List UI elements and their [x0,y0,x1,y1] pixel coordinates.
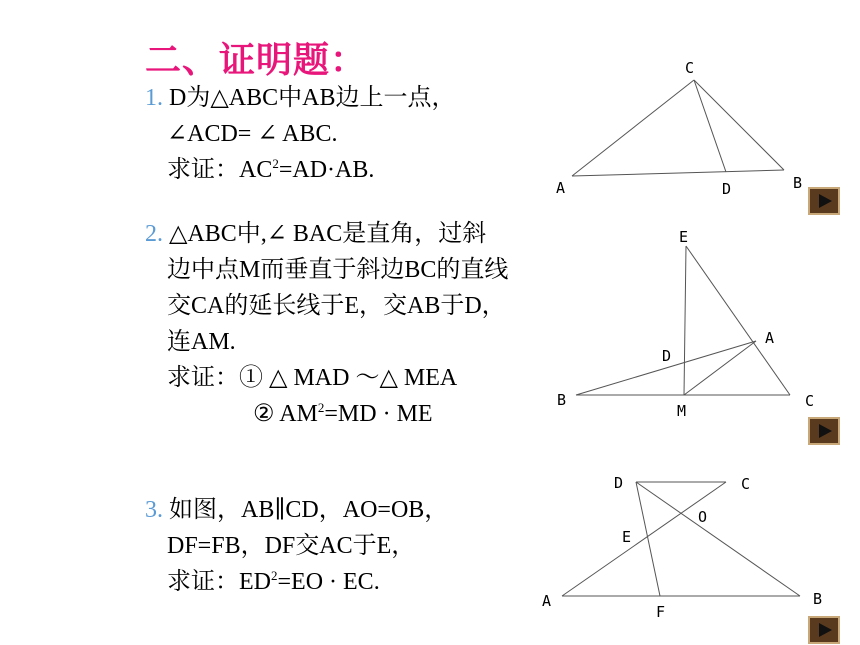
fig3-label-c: C [741,475,751,493]
fig1-label-c: C [685,59,695,77]
problem-text: △ABC中,∠ BAC是直角，过斜 [169,221,487,247]
fig3-label-f: F [656,603,666,621]
problem-number: 1. [145,85,163,111]
problem-text: 边中点M而垂直于斜边BC的直线 [167,257,509,283]
fig2-label-b: B [557,391,567,409]
problem-number: 3. [145,497,163,523]
prove-statement: 求证：$ED^2=EO$ · EC. [167,568,380,595]
problem-text: D为△ABC中AB边上一点， [169,85,456,111]
play-icon [819,424,832,438]
fig3-label-b: B [813,590,823,608]
prove-statement: 求证：$AC^2=AD\cdot AB$. [167,156,375,183]
play-icon [819,623,832,637]
prove-statement: ② $AM^2=MD$ · ME [253,400,433,427]
section-title: 二、证明题： [145,40,368,81]
fig3-label-a: A [542,592,552,610]
figure-2 [576,246,790,395]
fig1-label-a: A [556,179,566,197]
play-button-3[interactable] [808,616,840,644]
fig1-label-b: B [793,174,803,192]
play-button-2[interactable] [808,417,840,445]
fig2-label-a: A [765,329,775,347]
play-icon [819,194,832,208]
fig1-label-d: D [722,180,732,198]
problem-text: DF=FB，DF交AC于E， [167,533,416,559]
fig2-label-m: M [677,402,687,420]
problem-text: ∠ACD= ∠ ABC. [167,121,338,147]
play-button-1[interactable] [808,187,840,215]
fig3-label-d: D [614,474,624,492]
fig3-label-e: E [622,528,632,546]
problem-text: 如图，AB∥CD，AO=OB， [169,497,449,523]
fig2-label-c: C [805,392,815,410]
problem-text: 连AM. [167,329,236,355]
prove-statement: 求证：① △ MAD ～△ MEA [167,365,458,391]
fig2-label-e: E [679,228,689,246]
figure-1 [572,80,784,176]
problem-number: 2. [145,221,163,247]
fig2-label-d: D [662,347,672,365]
figure-3 [562,482,800,596]
fig3-label-o: O [698,508,708,526]
problem-text: 交CA的延长线于E，交AB于D， [167,293,506,319]
